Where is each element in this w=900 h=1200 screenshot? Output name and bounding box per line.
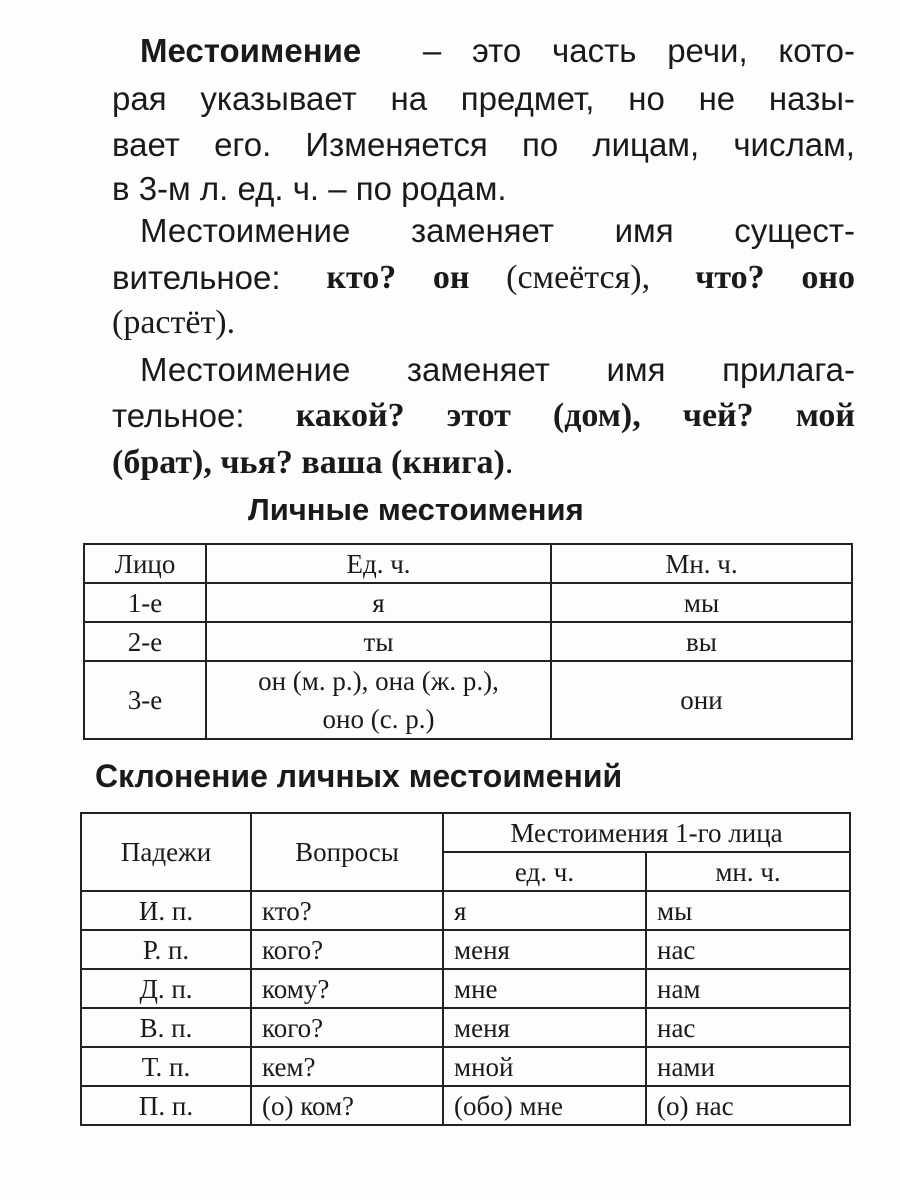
table-cell: они	[551, 661, 852, 739]
text-segment: заменяет	[410, 212, 554, 249]
table-cell: мы	[646, 891, 850, 930]
table-row	[81, 930, 850, 969]
table-cell: нас	[646, 930, 850, 969]
text-segment: указывает	[200, 80, 357, 117]
header-cell: ед. ч.	[443, 852, 646, 891]
personal-pronouns-table	[83, 543, 853, 740]
text-segment: в 3-м л. ед. ч. – по родам.	[112, 170, 507, 207]
table-header-row	[84, 544, 852, 583]
text-segment: какой?	[295, 397, 405, 434]
text-segment: кто?	[326, 259, 397, 296]
table-cell: 1-е	[84, 583, 206, 622]
table-cell: (обо) мне	[443, 1086, 646, 1125]
text-segment: предмет,	[460, 80, 595, 117]
text-segment: чей?	[682, 397, 754, 434]
table-cell: (о) нас	[646, 1086, 850, 1125]
text-segment: по	[521, 126, 559, 163]
personal-pronouns-title: Личные местоимения	[248, 492, 584, 527]
table-cell: Д. п.	[81, 969, 251, 1008]
text-segment: .	[504, 444, 514, 481]
table-row	[81, 969, 850, 1008]
text-segment: (растёт).	[112, 304, 236, 341]
text-segment: это	[472, 32, 522, 69]
declension-table	[80, 812, 851, 1126]
text-segment: он	[432, 259, 470, 296]
table-cell: В. п.	[81, 1008, 251, 1047]
text-segment: Местоимение	[140, 212, 351, 249]
text-segment: этот	[446, 397, 511, 434]
cell-line: оно (с. р.)	[322, 704, 435, 734]
text-line	[112, 76, 855, 122]
text-segment: –	[422, 32, 442, 69]
table-cell: нам	[646, 969, 850, 1008]
table-row	[81, 1086, 850, 1125]
text-segment: сущест-	[734, 212, 855, 249]
text-segment: Местоимение	[140, 32, 362, 69]
text-segment: но	[628, 80, 665, 117]
table-cell: кого?	[251, 1008, 443, 1047]
text-line	[112, 122, 855, 168]
table-cell	[206, 661, 551, 739]
table-cell: нами	[646, 1047, 850, 1086]
table-cell: П. п.	[81, 1086, 251, 1125]
text-segment: числам,	[733, 126, 855, 163]
text-segment: часть	[552, 32, 637, 69]
text-segment: оно	[801, 259, 855, 296]
text-line	[140, 347, 855, 393]
table-row	[81, 1008, 850, 1047]
text-segment: что?	[695, 259, 765, 296]
text-segment: Изменяется	[305, 126, 488, 163]
header-cell: Местоимения 1-го лица	[443, 813, 850, 852]
table-cell: Р. п.	[81, 930, 251, 969]
text-segment: мой	[795, 397, 855, 434]
header-cell: Мн. ч.	[551, 544, 852, 583]
table-cell: мной	[443, 1047, 646, 1086]
table-row	[84, 583, 852, 622]
text-segment: прилага-	[722, 351, 855, 388]
text-segment: кото-	[778, 32, 855, 69]
text-segment: назы-	[768, 80, 855, 117]
text-segment: лицам,	[592, 126, 700, 163]
header-cell: Падежи	[81, 813, 251, 891]
table-cell: меня	[443, 930, 646, 969]
text-line	[140, 208, 855, 254]
text-segment: на	[390, 80, 428, 117]
table-cell: Т. п.	[81, 1047, 251, 1086]
table-row	[84, 622, 852, 661]
header-cell: Вопросы	[251, 813, 443, 891]
text-line	[112, 300, 855, 346]
table-row	[81, 891, 850, 930]
table-cell: 2-е	[84, 622, 206, 661]
text-line	[112, 440, 855, 486]
table-cell: кем?	[251, 1047, 443, 1086]
text-segment: (дом),	[552, 397, 641, 434]
text-line	[112, 393, 855, 439]
text-segment: рая	[112, 80, 167, 117]
table-cell: нас	[646, 1008, 850, 1047]
declension-rows	[81, 891, 850, 1125]
header-cell: мн. ч.	[646, 852, 850, 891]
table-cell: И. п.	[81, 891, 251, 930]
text-segment: (брат), чья? ваша (книга)	[112, 444, 505, 481]
table-cell: (о) ком?	[251, 1086, 443, 1125]
declension-title: Склонение личных местоимений	[95, 758, 623, 794]
table-cell: ты	[206, 622, 551, 661]
table-cell: кого?	[251, 930, 443, 969]
text-line	[140, 28, 855, 74]
table-cell: мне	[443, 969, 646, 1008]
text-segment: его.	[214, 126, 272, 163]
text-segment: (смеётся),	[506, 259, 659, 296]
table-cell: кому?	[251, 969, 443, 1008]
table-row	[84, 661, 852, 739]
header-cell: Ед. ч.	[206, 544, 551, 583]
text-segment: вительное:	[112, 259, 290, 296]
text-segment: вает	[112, 126, 180, 163]
table-header-row	[81, 813, 850, 852]
text-segment: имя	[606, 351, 666, 388]
table-cell: меня	[443, 1008, 646, 1047]
text-segment: не	[698, 80, 736, 117]
table-cell: я	[443, 891, 646, 930]
table-cell: 3-е	[84, 661, 206, 739]
cell-line: он (м. р.), она (ж. р.),	[258, 666, 499, 696]
text-segment: тельное:	[112, 397, 254, 434]
text-segment: заменяет	[406, 351, 550, 388]
text-segment: речи,	[667, 32, 748, 69]
table-cell: я	[206, 583, 551, 622]
table-cell: вы	[551, 622, 852, 661]
text-segment: Местоимение	[140, 351, 351, 388]
text-line	[112, 255, 855, 301]
text-line	[112, 166, 855, 212]
table-cell: мы	[551, 583, 852, 622]
text-segment: имя	[614, 212, 674, 249]
header-cell: Лицо	[84, 544, 206, 583]
table-row	[81, 1047, 850, 1086]
table-cell: кто?	[251, 891, 443, 930]
